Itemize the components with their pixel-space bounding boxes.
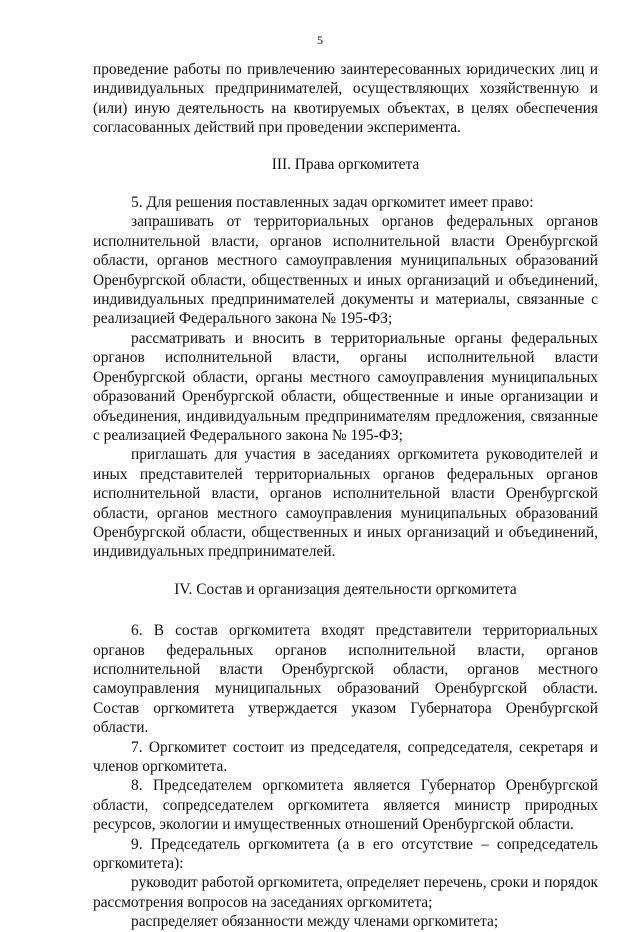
document-body xyxy=(93,60,598,932)
section-4-body xyxy=(93,621,598,932)
intro-paragraph: проведение работы по привлечению заинтересованных юридических лиц и индивидуальных предпринимателей, осуществляющих хозяйственную и (или) иную деятельность на квотируемых объектах, в целях обеспечения согласованных действий при проведении эксперимента. xyxy=(93,61,598,137)
section-4-paragraph: 6. В состав оргкомитета входят представители территориальных органов федеральных органов исполнительной власти, органов исполнительной власти Оренбургской области, органов местного самоуправления муниципальных образований Оренбургской области. Состав оргкомитета утверждается указом Губернатора Оренбургской области. xyxy=(93,622,598,737)
section-3-paragraph: рассматривать и вносить в территориальные органы федеральных органов исполнительной власти, органы исполнительной власти Оренбургской области, органы местного самоуправления муниципальных образований Оренбургской области, общественные и иные организации и объединения, индивидуальным предпринимателям предложения, связанные с реализацией Федерального закона № 195-ФЗ; xyxy=(93,329,598,444)
section-4-paragraph: 9. Председатель оргкомитета (а в его отсутствие – сопредседатель оргкомитета): xyxy=(93,835,598,873)
section-3-body xyxy=(93,193,598,562)
section-4-paragraph: распределяет обязанности между членами оргкомитета; xyxy=(131,913,499,931)
section-3-paragraph: 5. Для решения поставленных задач оргкомитет имеет право: xyxy=(131,194,534,212)
section-4-paragraph: 8. Председателем оргкомитета является Губернатор Оренбургской области, сопредседателем оргкомитета является министр природных ресурсов, экологии и имущественных отношений Оренбургской области. xyxy=(93,777,598,834)
section-3-paragraph: приглашать для участия в заседаниях оргкомитета руководителей и иных представителей территориальных органов федеральных органов исполнительной власти, органов исполнительной власти Оренбургской области, органов местного самоуправления муниципальных образований Оренбургской области, общественных и иных организаций и объединений, индивидуальных предпринимателей. xyxy=(93,446,598,561)
section-4-heading: IV. Состав и организация деятельности оргкомитета xyxy=(174,580,517,598)
page-number: 5 xyxy=(317,33,323,47)
section-4-paragraph: 7. Оргкомитет состоит из председателя, сопредседателя, секретаря и членов оргкомитета. xyxy=(93,738,598,775)
section-3-paragraph: запрашивать от территориальных органов федеральных органов исполнительной власти, органов исполнительной власти Оренбургской области, органов местного самоуправления муниципальных образований Оренбургской области, общественных и иных организаций и объединений, индивидуальных предпринимателей документы и материалы, связанные с реализацией Федерального закона № 195-ФЗ; xyxy=(93,213,598,328)
section-3-heading: III. Права оргкомитета xyxy=(271,155,420,173)
section-4-paragraph: руководит работой оргкомитета, определяет перечень, сроки и порядок рассмотрения вопросов на заседаниях оргкомитета; xyxy=(93,874,598,911)
